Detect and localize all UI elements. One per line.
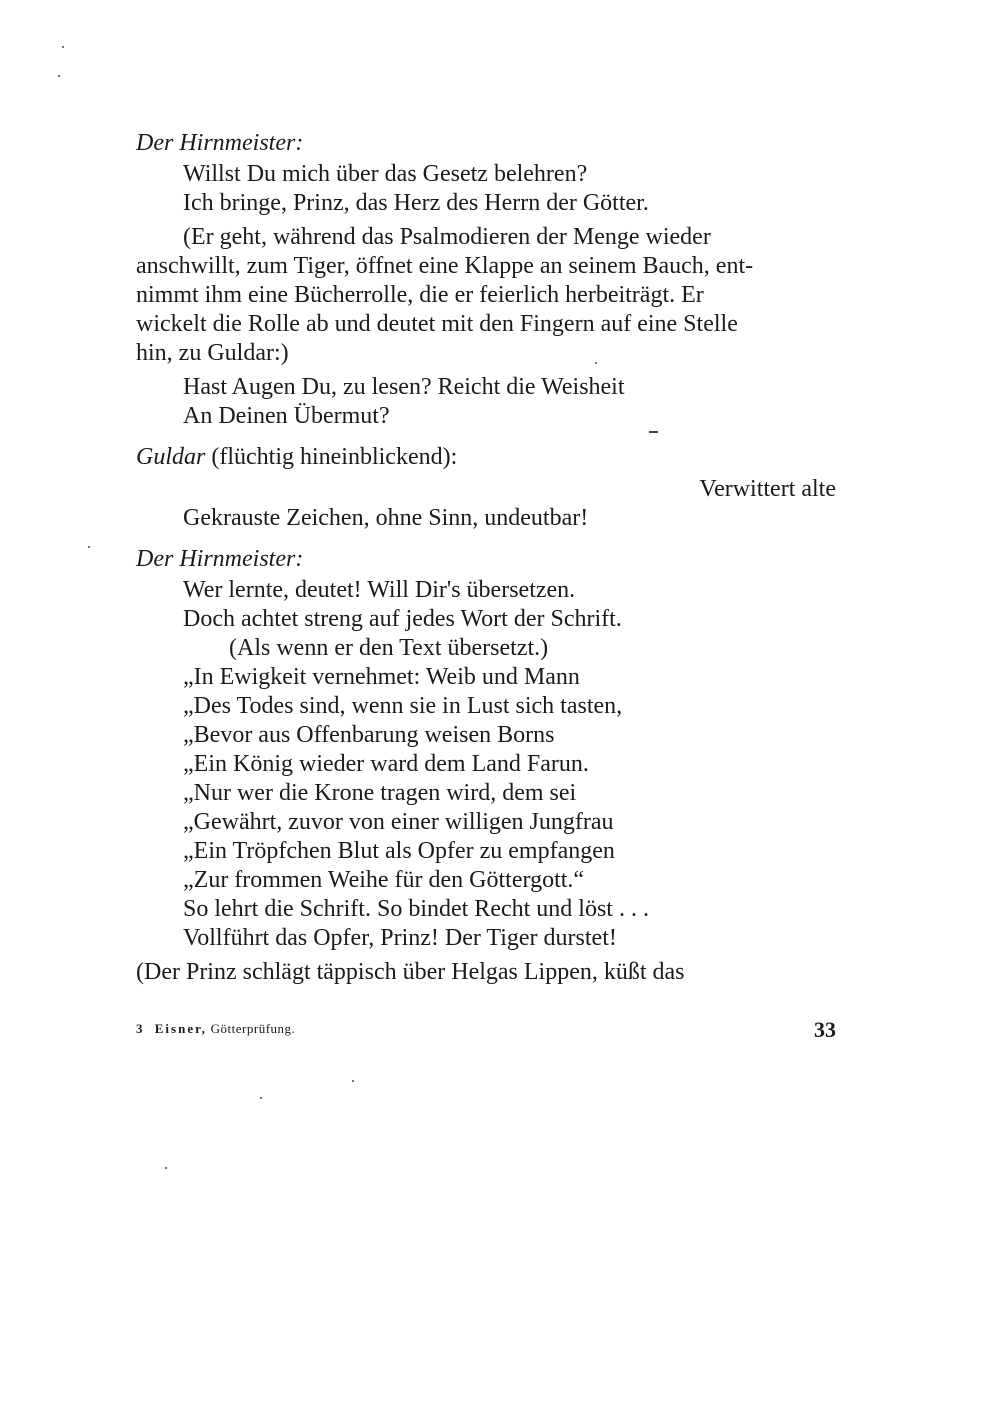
printer-signature <box>136 1021 295 1037</box>
verse-line: „Bevor aus Offenbarung weisen Borns <box>183 722 555 748</box>
paper-speck <box>595 362 597 364</box>
paper-speck <box>88 546 90 548</box>
paper-speck <box>62 46 64 48</box>
verse-line: „In Ewigkeit vernehmet: Weib und Mann <box>183 664 580 690</box>
verse-line: „Zur frommen Weihe für den Göttergott.“ <box>183 867 585 893</box>
speaker-heading: Der Hirnmeister: <box>136 546 304 572</box>
stage-direction-line: nimmt ihm eine Bücherrolle, die er feierlich herbeiträgt. Er <box>136 282 704 308</box>
paper-speck <box>260 1097 262 1099</box>
stage-direction-line: hin, zu Guldar:) <box>136 340 289 366</box>
verse-line: „Des Todes sind, wenn sie in Lust sich tasten, <box>183 693 623 719</box>
stage-direction-line: (Als wenn er den Text übersetzt.) <box>229 635 549 661</box>
verse-line: „Ein König wieder ward dem Land Farun. <box>183 751 589 777</box>
verse-line: Gekrauste Zeichen, ohne Sinn, undeutbar! <box>183 505 589 531</box>
verse-line: Verwittert alte <box>699 476 836 502</box>
verse-line: An Deinen Übermut? <box>183 403 390 429</box>
footer-author: Eisner, <box>154 1021 207 1036</box>
verse-line: „Nur wer die Krone tragen wird, dem sei <box>183 780 577 806</box>
page-footer <box>136 1017 836 1045</box>
verse-line: Wer lernte, deutet! Will Dir's übersetzen. <box>183 577 576 603</box>
stage-direction-line: (Der Prinz schlägt täppisch über Helgas Lippen, küßt das <box>136 959 685 985</box>
stage-direction-line: anschwillt, zum Tiger, öffnet eine Klappe an seinem Bauch, ent- <box>136 253 754 279</box>
signature-mark: 3 <box>136 1021 143 1036</box>
verse-line: Hast Augen Du, zu lesen? Reicht die Weisheit <box>183 374 625 400</box>
speaker-direction: (flüchtig hineinblickend): <box>211 444 458 470</box>
paper-speck <box>352 1080 354 1082</box>
stage-direction-line: wickelt die Rolle ab und deutet mit den Fingern auf eine Stelle <box>136 311 738 337</box>
verse-line: „Ein Tröpfchen Blut als Opfer zu empfangen <box>183 838 615 864</box>
verse-line: Ich bringe, Prinz, das Herz des Herrn der Götter. <box>183 190 649 216</box>
verse-line: Willst Du mich über das Gesetz belehren? <box>183 161 588 187</box>
speaker-heading: Der Hirnmeister: <box>136 130 304 156</box>
paper-speck <box>58 75 60 77</box>
verse-line: Vollführt das Opfer, Prinz! Der Tiger durstet! <box>183 925 617 951</box>
verse-line: „Gewährt, zuvor von einer willigen Jungfrau <box>183 809 614 835</box>
verse-line: So lehrt die Schrift. So bindet Recht und löst . . . <box>183 896 649 922</box>
paper-speck <box>649 431 658 433</box>
stage-direction-line: (Er geht, während das Psalmodieren der Menge wieder <box>183 224 711 250</box>
paper-speck <box>165 1167 167 1169</box>
speaker-heading <box>136 443 836 472</box>
speaker-name: Guldar <box>136 444 206 470</box>
page-number: 33 <box>814 1017 836 1042</box>
page-body <box>136 123 836 987</box>
verse-line: Doch achtet streng auf jedes Wort der Schrift. <box>183 606 622 632</box>
footer-title: Götterprüfung. <box>210 1021 296 1036</box>
